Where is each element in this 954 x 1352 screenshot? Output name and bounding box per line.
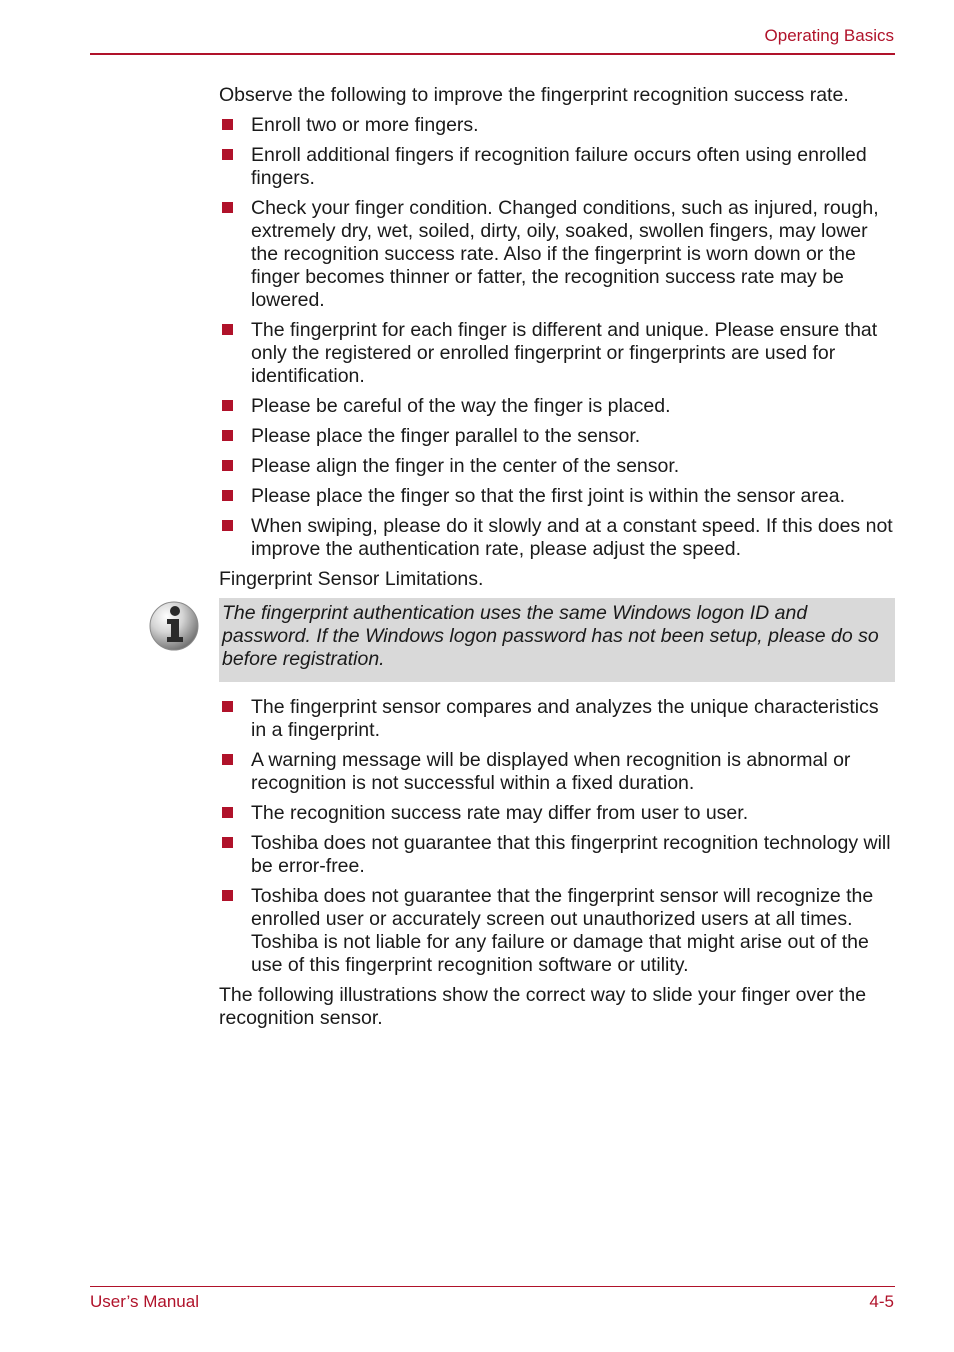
bullet-square-icon <box>222 701 233 712</box>
tips-list <box>219 114 895 561</box>
list-item-text: Toshiba does not guarantee that the fingerprint sensor will recognize the enrolled user or accurately screen out unauthorized users at all times. Toshiba is not liable for any failure or damage that might arise out of the use of this fingerprint recognition software or utility. <box>251 885 874 976</box>
running-header-title: Operating Basics <box>764 26 894 45</box>
bullet-square-icon <box>222 119 233 130</box>
list-item <box>219 197 895 312</box>
bullet-square-icon <box>222 324 233 335</box>
bullet-square-icon <box>222 837 233 848</box>
intro-paragraph: Observe the following to improve the fingerprint recognition success rate. <box>219 84 849 106</box>
list-item <box>219 144 895 190</box>
closing-paragraph: The following illustrations show the correct way to slide your finger over the recognition sensor. <box>219 984 867 1029</box>
bullet-square-icon <box>222 202 233 213</box>
list-item-text: The fingerprint for each finger is different and unique. Please ensure that only the registered or enrolled fingerprint or fingerprints are used for identification. <box>251 319 878 387</box>
limitations-list <box>219 696 895 977</box>
bullet-square-icon <box>222 400 233 411</box>
list-item <box>219 319 895 388</box>
bullet-square-icon <box>222 490 233 501</box>
list-item-text: The fingerprint sensor compares and analyzes the unique characteristics in a fingerprint. <box>251 696 879 741</box>
list-item <box>219 395 895 418</box>
list-item-text: Please place the finger so that the first joint is within the sensor area. <box>251 485 845 507</box>
info-icon <box>148 599 200 651</box>
list-item-text: Please align the finger in the center of the sensor. <box>251 455 680 477</box>
bullet-square-icon <box>222 890 233 901</box>
list-item <box>219 696 895 742</box>
list-item <box>219 114 895 137</box>
list-item <box>219 749 895 795</box>
page-number: 4-5 <box>869 1292 894 1311</box>
note-text: The fingerprint authentication uses the same Windows logon ID and password. If the Windows logon password has not been setup, please do so before registration. <box>219 598 895 682</box>
bullet-square-icon <box>222 520 233 531</box>
list-item-text: Check your finger condition. Changed conditions, such as injured, rough, extremely dry, wet, soiled, dirty, oily, soaked, swollen fingers, may lower the recognition success rate. Also if the fingerprint is worn down or the finger becomes thinner or fatter, the recognition success rate may be lowered. <box>251 197 879 311</box>
bullet-square-icon <box>222 430 233 441</box>
bullet-square-icon <box>222 807 233 818</box>
list-item-text: Enroll additional fingers if recognition failure occurs often using enrolled fingers. <box>251 144 867 189</box>
list-item-text: A warning message will be displayed when recognition is abnormal or recognition is not successful within a fixed duration. <box>251 749 851 794</box>
list-item-text: When swiping, please do it slowly and at a constant speed. If this does not improve the authentication rate, please adjust the speed. <box>251 515 893 560</box>
bullet-square-icon <box>222 754 233 765</box>
list-item <box>219 485 895 508</box>
list-item <box>219 885 895 977</box>
list-item-text: Please be careful of the way the finger is placed. <box>251 395 671 417</box>
bullet-square-icon <box>222 149 233 160</box>
bullet-square-icon <box>222 460 233 471</box>
list-item <box>219 425 895 448</box>
footer-divider <box>90 1286 895 1287</box>
list-item-text: Enroll two or more fingers. <box>251 114 479 136</box>
list-item-text: Toshiba does not guarantee that this fingerprint recognition technology will be error-free. <box>251 832 891 877</box>
page-content <box>219 84 895 1037</box>
footer-manual-label: User’s Manual <box>90 1292 199 1311</box>
list-item <box>219 832 895 878</box>
note-callout <box>219 598 895 682</box>
list-item <box>219 455 895 478</box>
list-item-text: The recognition success rate may differ from user to user. <box>251 802 749 824</box>
limitations-heading: Fingerprint Sensor Limitations. <box>219 568 484 590</box>
list-item-text: Please place the finger parallel to the sensor. <box>251 425 641 447</box>
list-item <box>219 515 895 561</box>
list-item <box>219 802 895 825</box>
header-divider <box>90 53 895 55</box>
